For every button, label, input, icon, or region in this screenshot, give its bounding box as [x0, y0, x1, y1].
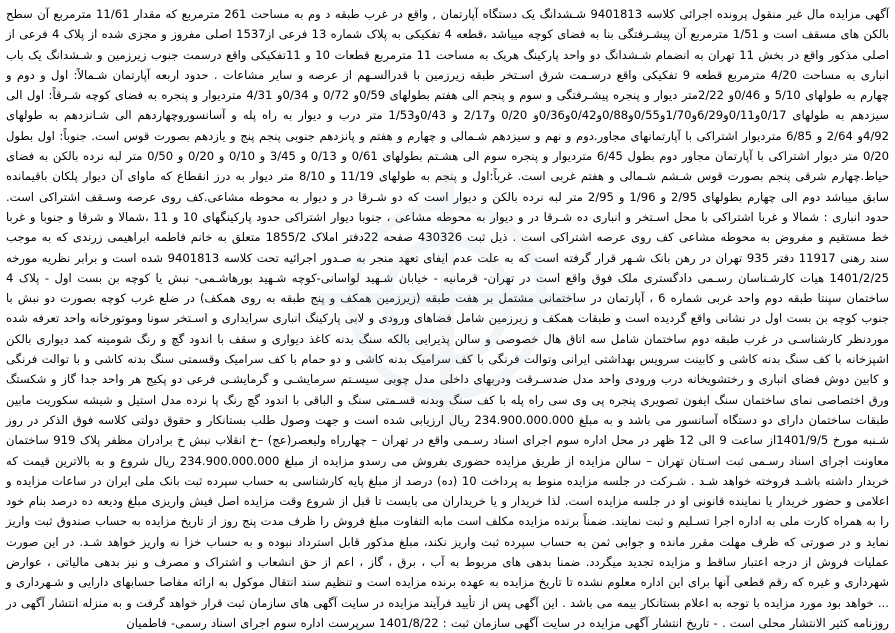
- notice-footer: تاریخ انتشار آگهی مزایده در سایت آگهی سازمان ثبت : 1401/8/22 سرپرست اداره سوم اجرای اسناد رسمی- فاطمیان: [126, 615, 710, 630]
- notice-paragraph: آگهی مزایده مال غیر منقول پرونده اجرائی کلاسه 9401813 شـشدانگ یک دستگاه آپارتمان , واقع در غرب طبقه د وم به مساحت 261 مترمربع که مقدار 11/61 مترمربع آن سطح بالکن های مسقف است و 1/51 مترمربع آن پیشـرفتگی بنا به فضای کوچه میباشد ،قطعه 4 تفکیکی به پلاک شماره 13 فرعی از1537 اصلی مفروز و مجزی شده از پلاک 4 فرعی از اصلی مذکور واقع در بخش 11 تهران به انضمام شـشدانگ دو واحد پارکینگ هریک به مساحت 11 مترمربع قطعات 10 و 11تفکیکی واقع درسمت جنوب زیرزمین و شـشدانگ یک باب انباری به مساحت 4/20 مترمربع قطعه 9 تفکیکی واقع درسـمت شرق اسـتخر طبقه زیرزمین با قدرالسـهم از عرصه و سایر مشاعات . حدود اربعه آپارتمان شـمالاً: اول و دوم و چهارم به طولهای 5/10 و 0/46و 2/22متر دیوار و پنجره پیشـرفتگی و سوم و پنجم الی هفتم بطولهای 0/59و 0/72 و 0/34و 4/31 متردیوار و پنجره به فضای کوچه شـرقاً: اول الی سیزدهم به طولهای 0/17و0/11و6/29و1/70و0/55و0/88و0/42و0/36و 0/20 و2/17 و 0/43و1/53 متر درب و دیوار به راه پله و آسانسوروچهاردهم الی شـانزدهم به طولهای 4/92و 2/64 و 6/85 متردیوار اشتراکی با آپارتمانهای مجاور.دوم و نهم و سیزدهم شـمالی و چهارم و هفتم و پانزدهم جنوبی پنجم پنج و یازدهم بصورت قوس است. جنوباً: اول بطول 0/20 متر دیوار اشتراکی با آپارتمان مجاور دوم بطول 6/45 متردیوار و پنجره سوم الی هشـتم بطولهای 0/61 و 0/13 و 3/45 و 0/10 و 0/20 و 0/50 متر لبه نرده بالکن به فضای حیاط.چهارم شرقی پنجم بصورت قوس شـشم شـمالی و هفتم غربی است. غرباً:اول و پنجم به طولهای 11/19 و 8/10 متر دیوار به درز انقطاع که ماوای آن دیوار پلکان باقیمانده سابق میباشد دوم الی چهارم بطولهای 2/95 و 1/96 و 2/95 متر لبه نرده بالکن و دیوار است که دو شـرقا در و دیوار به محوطه مشاعی.کف روی عرصه وسـقف اشتراکی است. حدود انباری : شمالا و غربا اشتراکی با محل اسـتخر و انباری ده شـرقا در و دیوار به محوطه مشاعی ، جنوبا دیوار اشتراکی حدود پارکینگهای 10 و 11 ،شمالا و شرقا و جنوبا و غربا خط مستقیم و مفروض به محوطه مشاعی کف روی عرصه اشتراکی است . ذیل ثبت 430326 صفحه 22دفتر املاک 1855/2 متعلق به خانم فاطمه ابراهیمی زرندی که به موجب سند رهنی 11917 دفتر 935 تهران در رهن بانک شـهر قرار گرفته است که به علت عدم ایفای تعهد منجر به صـدور اجرائیه تحت کلاسه 9401813 شده است و برابر نظریه مورخه 1401/2/25 هیات کارشـناسان رسـمی دادگستری ملک فوق واقع است در تهران- قرمانیه - خیابان شـهید لواسانی-کوچه شـهید بورهاشـمی- نبش یا کوچه بن بست اول - پلاک 4 ساختمان سپنتا طبقه دوم واحد غربی شماره 6 ، آپارتمان در ساختمانی مشتمل بر هفت طبقه (زیرزمین همکف و پنج طبقه به روی همکف) در ضلع غرب کوچه بصورت دو نبش با جنوب کوچه بن بست اول در نشانی واقع گردیده است و طبقات همکف و زیرزمین شامل فضاهای ورودی و لابی پارکینگ انباری سرایداری و اسـتخر سونا وموتورخانه واحد تعرفه شده موردنظر کارشناسـی در غرب طبقه دوم ساختمان شامل سه اتاق هال خصوصی و سالن پذیرایی بالکه سنگ بدنه کاغذ دیواری و سقف با اندود گچ و رنگ شومینه کمد دیواری بالکن اشپزخانه با کف سنگ بدنه کاشی و کابینت سرویس بهداشتی ایرانی وتوالت فرنگی با کف سرامیک بدنه کاشی و دو حمام با کف سرامیک وقسمتی سنگ بدنه کاشی و با توالت فرنگی و کابین دوش فضای انباری و رختشویخانه درب ورودی واحد مدل ضدسـرقت ودربهای داخلی مدل چوبی سیسـتم سرمایشـی و گرمایشـی فرعی دو پکیج هر واحد جدا گاز و شکستگ ورق اختصاصی نمای ساختمان سنگ ایفون تصویری پنجره پی وی سی راه پله با کف سنگ وبدنه قسـمتی سنگ و الباقی با اندود گچ رنگ پا نرده مدل استیل و شیشه سکوریت مابین طبقات ساختمان دارای دو دستگاه آسانسور می باشد و به مبلغ 234.900.000.000 ریال ارزیابی شده است و جهت وصول طلب بستانکار و حقوق دولتی کلاسه فوق الذکر در روز شـنبه مورخ 1401/9/5از ساعت 9 الی 12 ظهر در محل اداره سوم اجرای اسناد رسـمی واقع در تهران – چهارراه ولیعصر(عج) –خ انقلاب نبش خ برادران مظفر پلاک 919 ساختمان معاونت اجرای اسناد رسـمی ثبت اسـتان تهران – سالن مزایده از طریق مزایده حضوری بفروش می رسدو مزایده از مبلغ 234.900.000.000 ریال شروع و به بالاترین قیمت که خریدار داشته باشـد فروخته خواهد شـد . شـرکت در جلسه مزایده منوط به پرداخت 10 (ده) درصد از مبلغ پایه کارشناسی به حساب سپرده ثبت بانک ملی ایران در ساعات مزایده و اعلامی و حضور خریدار یا نماینده قانونی او در جلسه مزایده است. لذا خریدار و یا خریداران می بایست تا قبل از شروع وقت مزایده اصل فیش واریزی مبلغ ودیعه ده درصد بنام خود را به همراه کارت ملی به اداره اجرا تسـلیم و ثبت نمایند. ضمناً برنده مزایده مکلف است مابه التفاوت مبلغ فروش را ظرف مدت پنج روز از تاریخ مزایده به حساب صندوق ثبت واریز نماید و در صورتی که ظرف مهلت مقرر مانده و جوابی ثمن به حساب سپرده ثبت واریز نکند، مبلغ مذکور قابل استرداد نبوده و به حساب خزا نه واریز خواهد شـد. در این صورت عملیات فروش از درجه اعتبار ساقط و مزایده تجدید میگردد. ضمنا بدهی های مربوط به آب ، برق ، گاز ، اعم از حق انشعاب و اشتراک و مصرف و نیز بدهی مالیاتی ، عوارض شهرداری و غیره که رقم قطعی آنها برای این اداره معلوم نشده تا تاریخ مزایده به عهده برنده مزایده است و تنظیم سند انتقال موکول به ارائه مفاصا حسابهای دارایی و شـهرداری و ... خواهد بود مورد مزایده با توجه به اعلام بستانکار بیمه می باشد . این آگهی پس از تأیید فرآیند مزایده در سایت آگهی های سازمان ثبت قرار خواهد گرفت و به منزله انتشار آگهی در روزنامه کثیر الانتشار محلی است . - تاریخ انتشار آگهی مزایده در سایت آگهی سازمان ثبت : 1401/8/22 سرپرست اداره سوم اجرای اسناد رسمی- فاطمیان: [6, 7, 890, 630]
- notice-body: آگهی مزایده مال غیر منقول پرونده اجرائی کلاسه 9401813 شـشدانگ یک دستگاه آپارتمان , واقع در غرب طبقه د وم به مساحت 261 مترمربع که مقدار 11/61 مترمربع آن سطح بالکن های مسقف است و 1/51 مترمربع آن پیشـرفتگی بنا به فضای کوچه میباشد ،قطعه 4 تفکیکی به پلاک شماره 13 فرعی از1537 اصلی مفروز و مجزی شده از پلاک 4 فرعی از اصلی مذکور واقع در بخش 11 تهران به انضمام شـشدانگ دو واحد پارکینگ هریک به مساحت 11 مترمربع قطعات 10 و 11تفکیکی واقع درسمت جنوب زیرزمین و شـشدانگ یک باب انباری به مساحت 4/20 مترمربع قطعه 9 تفکیکی واقع درسـمت شرق اسـتخر طبقه زیرزمین با قدرالسـهم از عرصه و سایر مشاعات . حدود اربعه آپارتمان شـمالاً: اول و دوم و چهارم به طولهای 5/10 و 0/46و 2/22متر دیوار و پنجره پیشـرفتگی و سوم و پنجم الی هفتم بطولهای 0/59و 0/72 و 0/34و 4/31 متردیوار و پنجره به فضای کوچه شـرقاً: اول الی سیزدهم به طولهای 0/17و0/11و6/29و1/70و0/55و0/88و0/42و0/36و 0/20 و2/17 و 0/43و1/53 متر درب و دیوار به راه پله و آسانسوروچهاردهم الی شـانزدهم به طولهای 4/92و 2/64 و 6/85 متردیوار اشتراکی با آپارتمانهای مجاور.دوم و نهم و سیزدهم شـمالی و چهارم و هفتم و پانزدهم جنوبی پنجم پنج و یازدهم بصورت قوس است. جنوباً: اول بطول 0/20 متر دیوار اشتراکی با آپارتمان مجاور دوم بطول 6/45 متردیوار و پنجره سوم الی هشـتم بطولهای 0/61 و 0/13 و 3/45 و 0/10 و 0/20 و 0/50 متر لبه نرده بالکن به فضای حیاط.چهارم شرقی پنجم بصورت قوس شـشم شـمالی و هفتم غربی است. غرباً:اول و پنجم به طولهای 11/19 و 8/10 متر دیوار به درز انقطاع که ماوای آن دیوار پلکان باقیمانده سابق میباشد دوم الی چهارم بطولهای 2/95 و 1/96 و 2/95 متر لبه نرده بالکن و دیوار است که دو شـرقا در و دیوار به محوطه مشاعی.کف روی عرصه وسـقف اشتراکی است. حدود انباری : شمالا و غربا اشتراکی با محل اسـتخر و انباری ده شـرقا در و دیوار به محوطه مشاعی ، جنوبا دیوار اشتراکی حدود پارکینگهای 10 و 11 ،شمالا و شرقا و جنوبا و غربا خط مستقیم و مفروض به محوطه مشاعی کف روی عرصه اشتراکی است . ذیل ثبت 430326 صفحه 22دفتر املاک 1855/2 متعلق به خانم فاطمه ابراهیمی زرندی که به موجب سند رهنی 11917 دفتر 935 تهران در رهن بانک شـهر قرار گرفته است که به علت عدم ایفای تعهد منجر به صـدور اجرائیه تحت کلاسه 9401813 شده است و برابر نظریه مورخه 1401/2/25 هیات کارشـناسان رسـمی دادگستری ملک فوق واقع است در تهران- قرمانیه - خیابان شـهید لواسانی-کوچه شـهید بورهاشـمی- نبش یا کوچه بن بست اول - پلاک 4 ساختمان سپنتا طبقه دوم واحد غربی شماره 6 ، آپارتمان در ساختمانی مشتمل بر هفت طبقه (زیرزمین همکف و پنج طبقه به روی همکف) در ضلع غرب کوچه بصورت دو نبش با جنوب کوچه بن بست اول در نشانی واقع گردیده است و طبقات همکف و زیرزمین شامل فضاهای ورودی و لابی پارکینگ انباری سرایداری و اسـتخر سونا وموتورخانه واحد تعرفه شده موردنظر کارشناسـی در غرب طبقه دوم ساختمان شامل سه اتاق هال خصوصی و سالن پذیرایی بالکه سنگ بدنه کاغذ دیواری و سقف با اندود گچ و رنگ شومینه کمد دیواری بالکن اشپزخانه با کف سنگ بدنه کاشی و کابینت سرویس بهداشتی ایرانی وتوالت فرنگی با کف سرامیک بدنه کاشی و دو حمام با کف سرامیک وقسمتی سنگ بدنه کاشی و با توالت فرنگی و کابین دوش فضای انباری و رختشویخانه درب ورودی واحد مدل ضدسـرقت ودربهای داخلی مدل چوبی سیسـتم سرمایشـی و گرمایشـی فرعی دو پکیج هر واحد جدا گاز و شکستگ ورق اختصاصی نمای ساختمان سنگ ایفون تصویری پنجره پی وی سی راه پله با کف سنگ وبدنه قسـمتی سنگ و الباقی با اندود گچ رنگ پا نرده مدل استیل و شیشه سکوریت مابین طبقات ساختمان دارای دو دستگاه آسانسور می باشد و به مبلغ 234.900.000.000 ریال ارزیابی شده است و جهت وصول طلب بستانکار و حقوق دولتی کلاسه فوق الذکر در روز شـنبه مورخ 1401/9/5از ساعت 9 الی 12 ظهر در محل اداره سوم اجرای اسناد رسـمی واقع در تهران – چهارراه ولیعصر(عج) –خ انقلاب نبش خ برادران مظفر پلاک 919 ساختمان معاونت اجرای اسناد رسـمی ثبت اسـتان تهران – سالن مزایده از طریق مزایده حضوری بفروش می رسدو مزایده از مبلغ 234.900.000.000 ریال شروع و به بالاترین قیمت که خریدار داشته باشـد فروخته خواهد شـد . شـرکت در جلسه مزایده منوط به پرداخت 10 (ده) درصد از مبلغ پایه کارشناسی به حساب سپرده ثبت بانک ملی ایران در ساعات مزایده و اعلامی و حضور خریدار یا نماینده قانونی او در جلسه مزایده است. لذا خریدار و یا خریداران می بایست تا قبل از شروع وقت مزایده اصل فیش واریزی مبلغ ودیعه ده درصد بنام خود را به همراه کارت ملی به اداره اجرا تسـلیم و ثبت نمایند. ضمناً برنده مزایده مکلف است مابه التفاوت مبلغ فروش را ظرف مدت پنج روز از تاریخ مزایده به حساب صندوق ثبت واریز نماید و در صورتی که ظرف مهلت مقرر مانده و جوابی ثمن به حساب سپرده ثبت واریز نکند، مبلغ مذکور قابل استرداد نبوده و به حساب خزا نه واریز خواهد شـد. در این صورت عملیات فروش از درجه اعتبار ساقط و مزایده تجدید میگردد. ضمنا بدهی های مربوط به آب ، برق ، گاز ، اعم از حق انشعاب و اشتراک و مصرف و نیز بدهی مالیاتی ، عوارض شهرداری و غیره که رقم قطعی آنها برای این اداره معلوم نشده تا تاریخ مزایده به عهده برنده مزایده است و تنظیم سند انتقال موکول به ارائه مفاصا حسابهای دارایی و شـهرداری و ... خواهد بود مورد مزایده با توجه به اعلام بستانکار بیمه می باشد . این آگهی پس از تأیید فرآیند مزایده در سایت آگهی های سازمان ثبت قرار خواهد گرفت و به منزله انتشار آگهی در روزنامه کثیر الانتشار محلی است .: [6, 7, 890, 630]
